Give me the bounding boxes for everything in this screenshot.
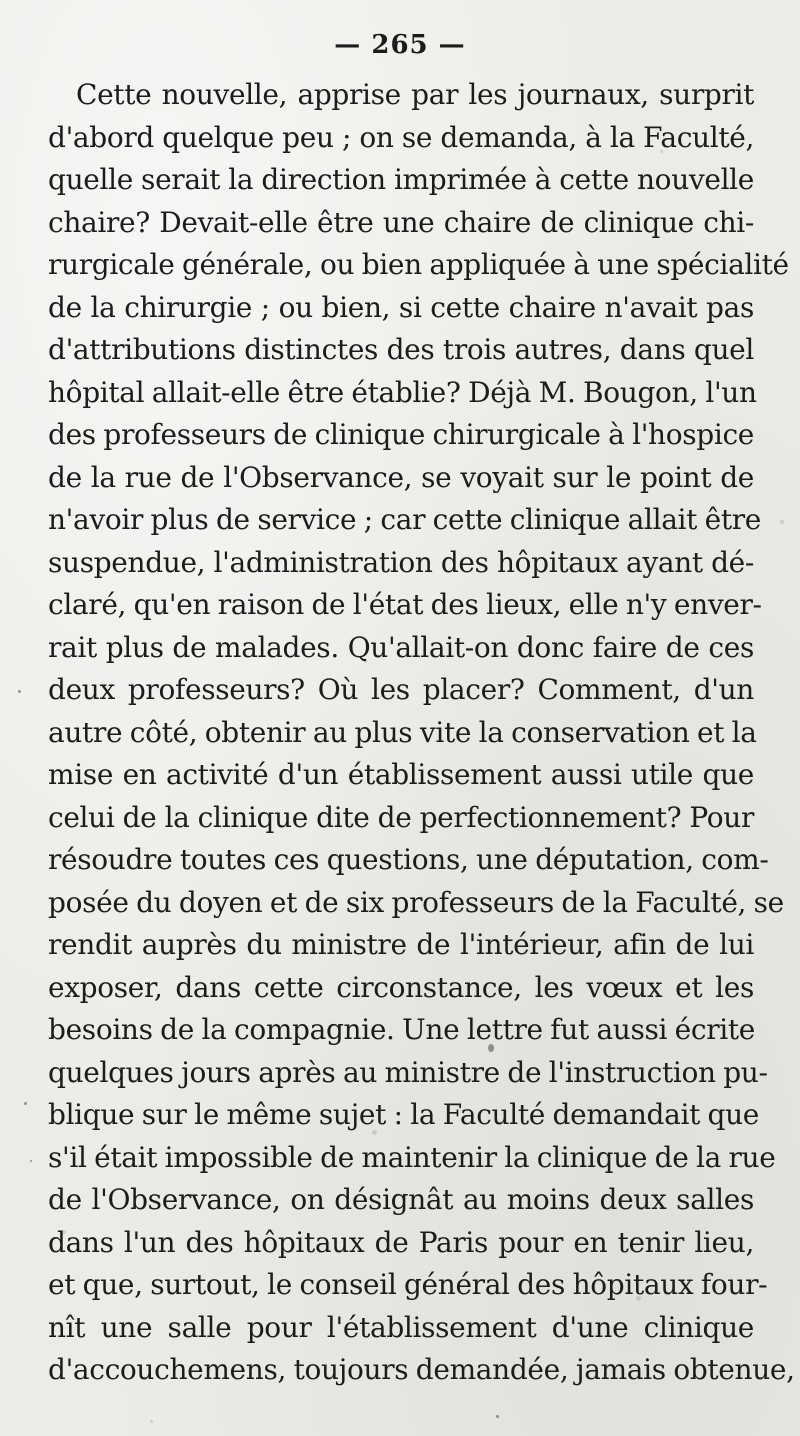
text-line: d'abord quelque peu ; on se demanda, à la Faculté, [48,120,754,154]
text-line: exposer, dans cette circonstance, les vœux et les [48,970,754,1004]
scan-speck [150,1420,153,1423]
scan-speck [24,1102,27,1105]
text-line: blique sur le même sujet : la Faculté demandait que [48,1098,759,1131]
text-line: autre côté, obtenir au plus vite la conservation et la [48,715,757,749]
text-line: Cette nouvelle, apprise par les journaux, surprit [76,78,754,111]
text-line: et que, surtout, le conseil général des hôpitaux four- [48,1268,768,1301]
text-line: rurgicale générale, ou bien appliquée à une spécialité [48,248,789,281]
text-line: s'il était impossible de maintenir la clinique de la rue [48,1140,776,1174]
scan-speck [30,1160,32,1162]
text-line: hôpital allait-elle être établie? Déjà M. Bougon, l'un [48,375,757,409]
text-line: de la rue de l'Observance, se voyait sur le point de [48,460,754,494]
text-line: d'accouchemens, toujours demandée, jamais obtenue, [48,1353,795,1386]
text-line: quelle serait la direction imprimée à cette nouvelle [48,163,754,196]
scan-speck [496,1415,499,1418]
scan-speck [62,1230,66,1234]
text-line: deux professeurs? Où les placer? Comment, d'un [48,673,754,706]
body-text [48,74,795,1392]
text-line: des professeurs de clinique chirurgicale à l'hospice [48,418,754,451]
text-line: rendit auprès du ministre de l'intérieur, afin de lui [48,928,754,961]
text-line: d'attributions distinctes des trois autres, dans quel [48,333,754,366]
text-line: nît une salle pour l'établissement d'une clinique [48,1310,754,1344]
scan-speck [372,1130,377,1135]
text-line: rait plus de malades. Qu'allait-on donc faire de ces [48,630,754,664]
scan-speck [780,520,784,524]
page-number: — 265 — [334,30,466,60]
text-line: celui de la clinique dite de perfectionnement? Pour [48,800,754,834]
text-line: besoins de la compagnie. Une lettre fut aussi écrite [48,1013,755,1046]
text-line: de l'Observance, on désignât au moins deux salles [48,1183,754,1216]
text-line: dans l'un des hôpitaux de Paris pour en tenir lieu, [48,1225,754,1259]
text-line: n'avoir plus de service ; car cette clinique allait être [48,503,761,536]
text-line: chaire? Devait-elle être une chaire de clinique chi- [48,205,754,239]
text-line: résoudre toutes ces questions, une députation, com- [48,843,769,876]
text-line: de la chirurgie ; ou bien, si cette chaire n'avait pas [48,290,754,324]
scan-speck [660,150,663,153]
scan-speck [636,1296,641,1301]
text-line: quelques jours après au ministre de l'instruction pu- [48,1055,768,1089]
scan-speck [18,690,21,693]
text-line: claré, qu'en raison de l'état des lieux, elle n'y enver- [48,588,762,621]
text-line: mise en activité d'un établissement aussi utile que [48,758,754,791]
scan-speck [488,1044,494,1052]
text-line: posée du doyen et de six professeurs de la Faculté, se [48,885,784,919]
text-line: suspendue, l'administration des hôpitaux ayant dé- [48,545,754,579]
